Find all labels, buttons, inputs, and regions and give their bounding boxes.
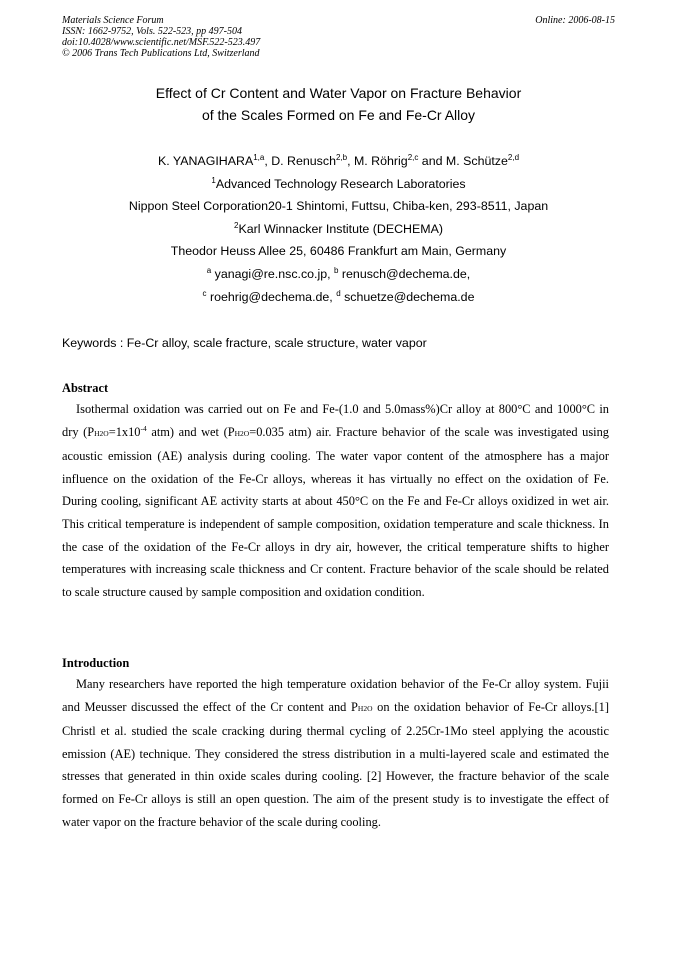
affiliation-mark: 2 [234, 220, 239, 230]
author-list [62, 150, 615, 173]
abstract-paragraph [62, 398, 609, 603]
introduction-paragraph [62, 673, 609, 833]
email-address: schuetze@dechema.de [340, 289, 475, 304]
abstract-text: atm) and wet (P [146, 424, 235, 439]
affiliation-1 [62, 173, 615, 196]
introduction-text: Many researchers have reported the high temperature oxidation behavior of the Fe-Cr alloy system. Fujii and Meusser discussed the effect of the Cr content and P [62, 677, 609, 714]
abstract-text: Isothermal oxidation was carried out on Fe and Fe-(1.0 and 5.0mass%)Cr alloy at 800°C and 1000°C in dry (P [62, 402, 609, 439]
subscript-h2o: H2O [357, 703, 373, 713]
affiliation-1-address: Nippon Steel Corporation20-1 Shintomi, Futtsu, Chiba-ken, 293-8511, Japan [128, 199, 549, 214]
email-address: roehrig@dechema.de, [206, 289, 337, 304]
doi-line: doi:10.4028/www.scientific.net/MSF.522-523.497 [62, 37, 261, 48]
email-line-2 [62, 286, 615, 309]
email-mark: c [202, 288, 207, 298]
subscript-h2o: H2O [234, 428, 250, 438]
introduction-heading: Introduction [62, 656, 130, 670]
author-affiliation-mark: 2,d [507, 153, 520, 162]
superscript-exponent: -4 [140, 423, 147, 433]
email-mark: a [206, 265, 212, 275]
abstract-heading: Abstract [62, 381, 109, 395]
author-name: , D. Renusch [264, 154, 336, 168]
email-address: yanagi@re.nsc.co.jp, [211, 266, 335, 281]
author-affiliation-mark: 2,c [407, 153, 419, 162]
author-name: and M. Schütze [418, 154, 508, 168]
introduction-body [62, 673, 609, 833]
affiliation-mark: 1 [211, 175, 216, 185]
issn-line: ISSN: 1662-9752, Vols. 522-523, pp 497-504 [62, 26, 242, 37]
email-mark: d [336, 288, 341, 298]
journal-header [62, 15, 615, 59]
email-mark: b [334, 265, 339, 275]
subscript-h2o: H2O [94, 428, 109, 438]
abstract-body [62, 398, 609, 603]
journal-name: Materials Science Forum [62, 15, 164, 26]
introduction-text: on the oxidation behavior of Fe-Cr alloys.[1] Christl et al. studied the scale cracking during thermal cycling of 2.25Cr-1Mo steel applying the acoustic emission (AE) technique. They considered the stress distribution in a multi-layered scale and estimated the stresses that generated in thin oxide scales during cooling. [2] However, the fracture behavior of the scale formed on Fe-Cr alloys is still an open question. The aim of the present study is to investigate the effect of water vapor on the fracture behavior of the scale during cooling. [62, 699, 609, 829]
paper-title [62, 82, 615, 126]
title-line-2: of the Scales Formed on Fe and Fe-Cr Alloy [201, 107, 476, 123]
abstract-text: =0.035 atm) air. Fracture behavior of the scale was investigated using acoustic emission (AE) analysis during cooling. The water vapor content of the atmosphere has a major influence on the oxidation of the Fe-Cr alloys, whereas it has virtually no effect on the oxidation of Fe. During cooling, significant AE activity starts at about 450°C on the Fe and Fe-Cr alloys oxidized in wet air. This critical temperature is independent of sample composition, oxidation temperature and scale thickness. In the case of the oxidation of the Fe-Cr alloys in dry air, however, the critical temperature shifts to higher temperatures with increasing scale thickness and Cr content. Fracture behavior of the scale should be related to scale structure caused by sample composition and oxidation condition. [62, 424, 609, 599]
email-address: renusch@dechema.de, [338, 266, 471, 281]
affiliation-name: Karl Winnacker Institute (DECHEMA) [238, 221, 443, 236]
abstract-text: =1x10 [108, 424, 141, 439]
author-affiliation-mark: 1,a [253, 153, 265, 162]
author-name: , M. Röhrig [347, 154, 408, 168]
author-block [62, 150, 615, 308]
affiliation-name: Advanced Technology Research Laboratories [215, 176, 466, 191]
author-name: K. YANAGIHARA [157, 154, 254, 168]
email-line-1 [62, 263, 615, 286]
affiliation-2 [62, 218, 615, 241]
keywords-line: Keywords : Fe-Cr alloy, scale fracture, scale structure, water vapor [62, 336, 427, 350]
online-date: Online: 2006-08-15 [535, 15, 615, 26]
affiliation-2-address: Theodor Heuss Allee 25, 60486 Frankfurt am Main, Germany [170, 244, 507, 259]
copyright-line: © 2006 Trans Tech Publications Ltd, Switzerland [62, 48, 260, 59]
title-line-1: Effect of Cr Content and Water Vapor on Fracture Behavior [155, 85, 522, 101]
author-affiliation-mark: 2,b [335, 153, 348, 162]
